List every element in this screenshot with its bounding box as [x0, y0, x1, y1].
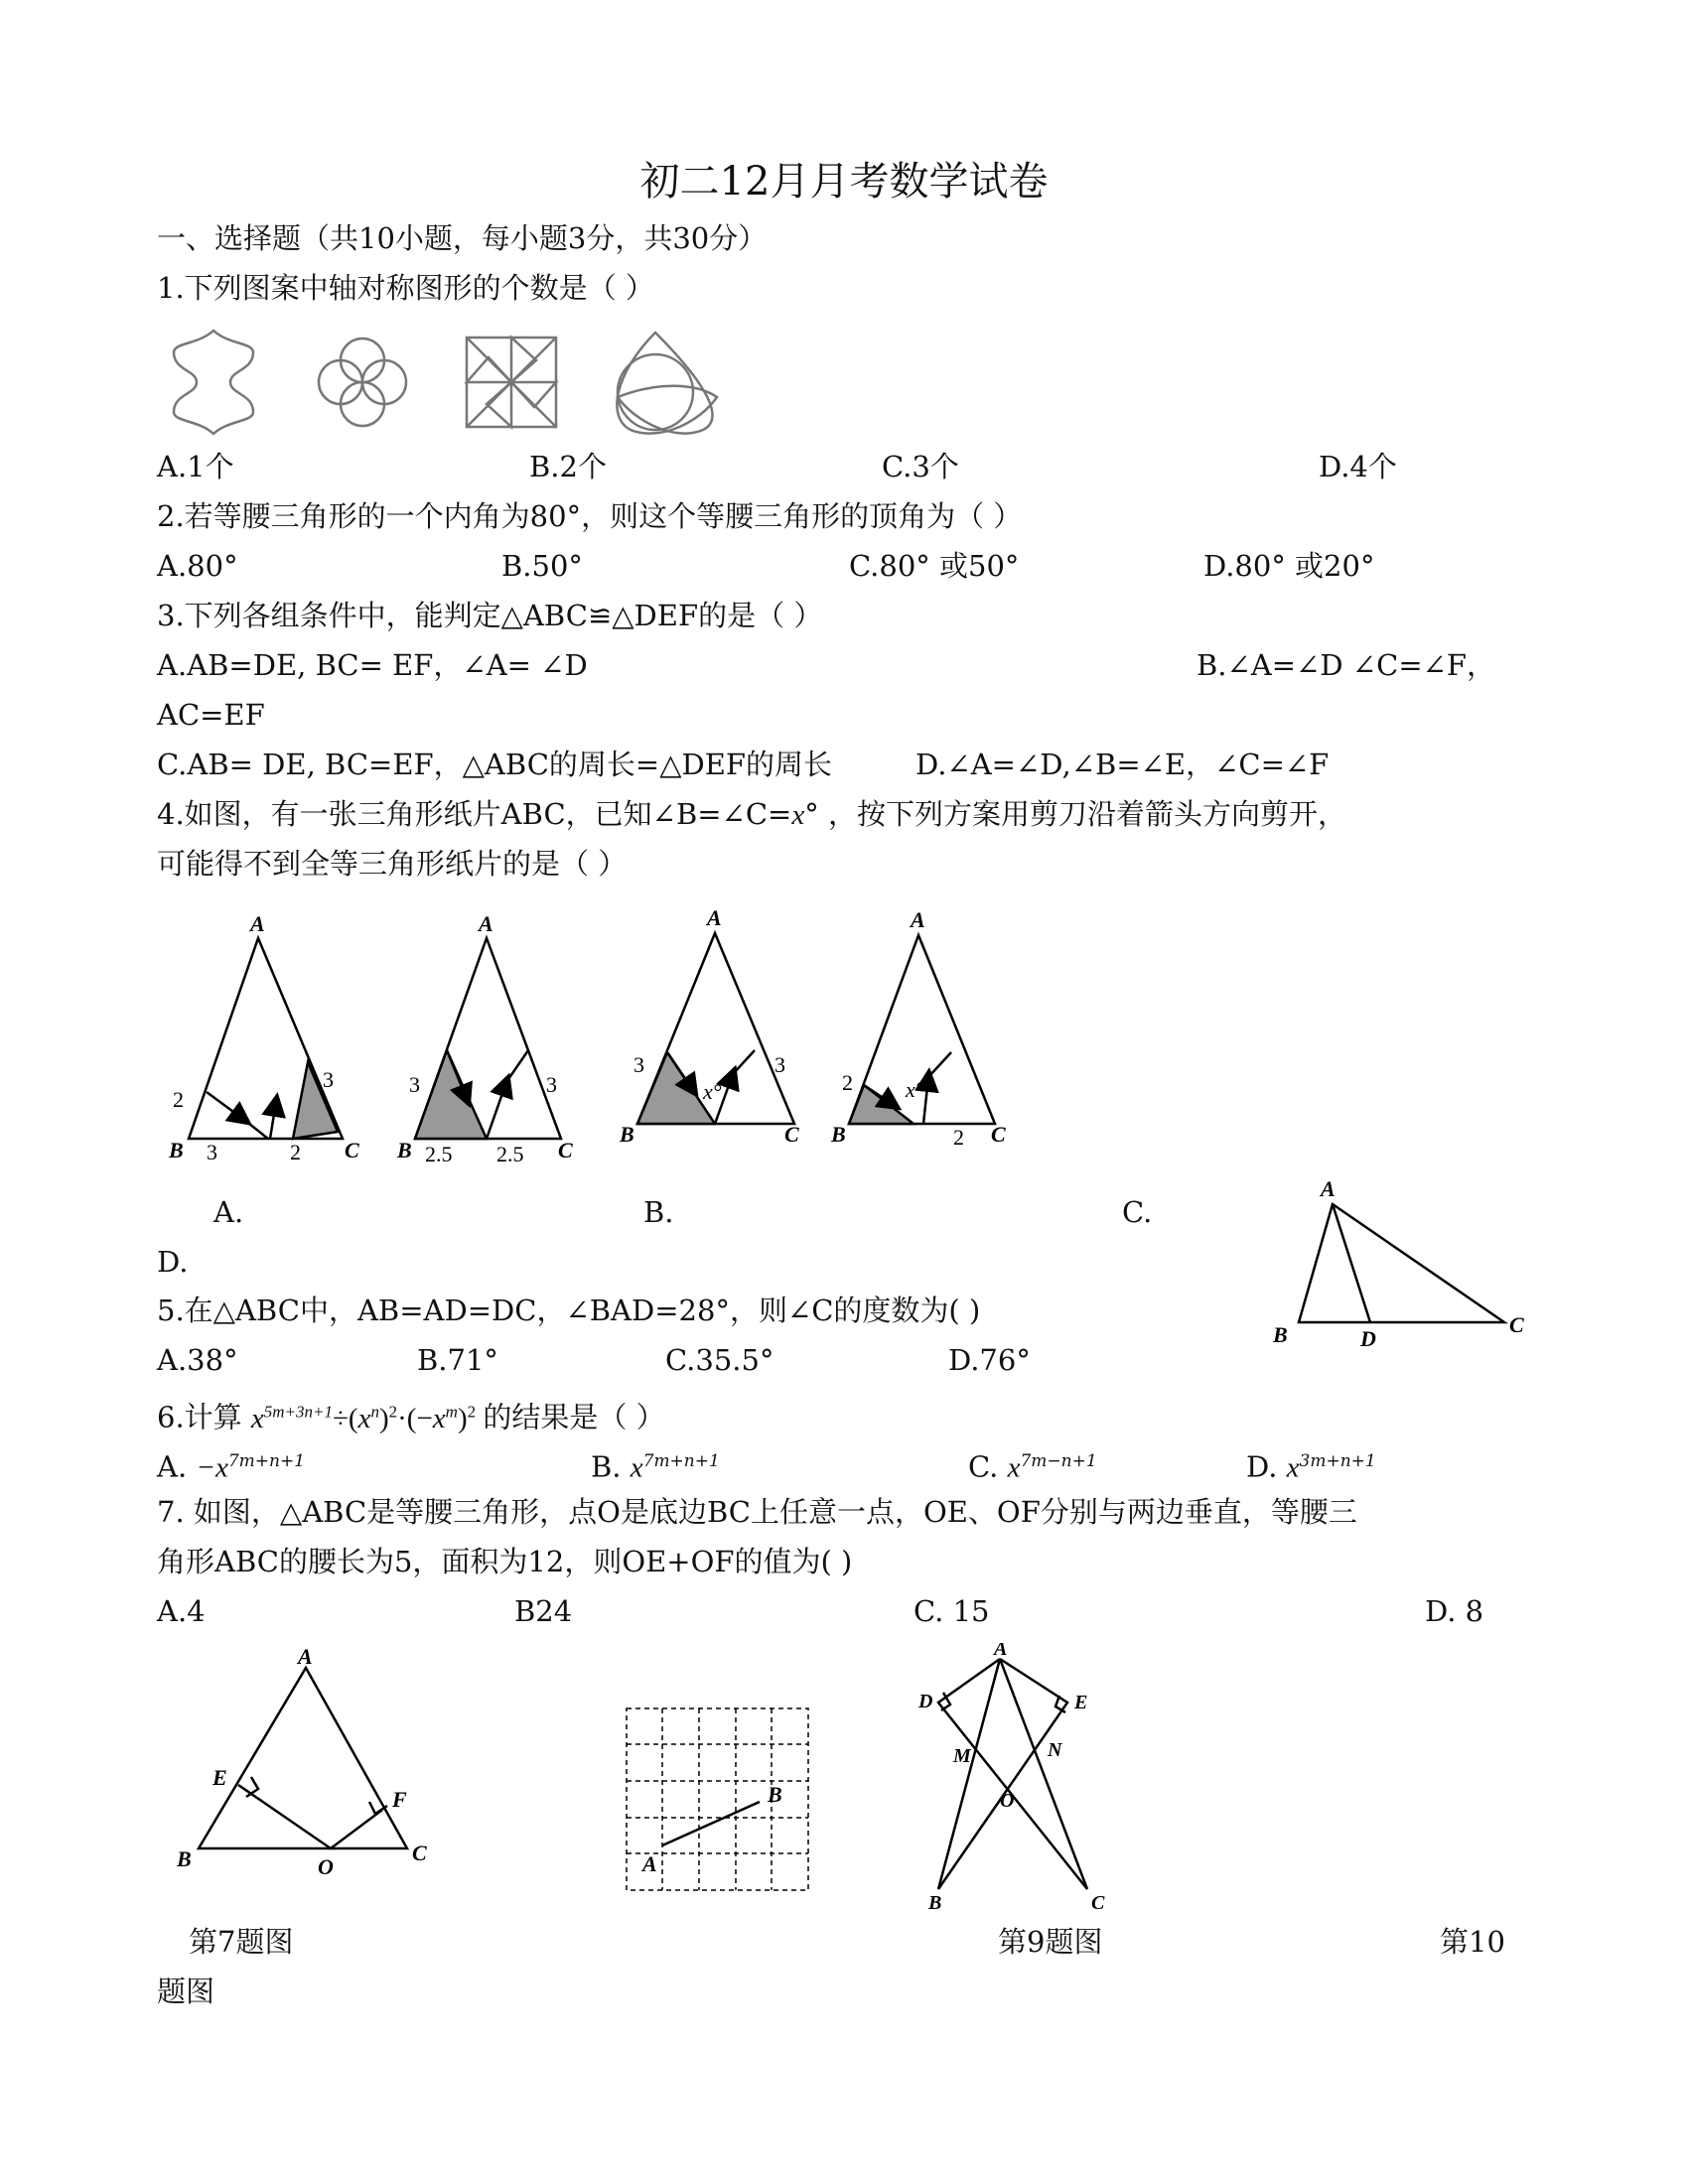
q10-figure — [909, 1643, 1137, 1920]
q1-option-d: D.4个 — [1319, 450, 1397, 483]
svg-text:B: B — [397, 1138, 412, 1162]
q7-stem-line1: 7. 如图，△ABC是等腰三角形，点O是底边BC上任意一点，OE、OF分别与两边垂直，等腰三 — [157, 1495, 1357, 1529]
q5-option-b: B.71° — [417, 1343, 498, 1377]
svg-text:B: B — [177, 1846, 192, 1871]
svg-text:D: D — [1360, 1326, 1376, 1350]
q1-option-c: C.3个 — [882, 450, 959, 483]
q5-option-c: C.35.5° — [665, 1343, 774, 1377]
svg-text:A: A — [479, 911, 493, 936]
svg-text:C: C — [1091, 1892, 1105, 1914]
svg-text:N: N — [1048, 1739, 1062, 1761]
q6-option-a: A. $-x^{7m+n+1}$ — [157, 1449, 306, 1484]
q2-option-b: B.50° — [501, 549, 583, 583]
q6-stem: 6.计算 $x^{5m+3n+1}\div(x^n)^2\cdot(-x^m)^2$ 的结果是（ ） — [157, 1400, 665, 1434]
svg-text:B: B — [831, 1122, 846, 1147]
svg-text:B: B — [768, 1782, 782, 1807]
q3-option-a: A.AB=DE, BC= EF，∠A= ∠D — [157, 648, 588, 682]
q1-stem: 1.下列图案中轴对称图形的个数是（ ） — [157, 271, 654, 305]
svg-text:O: O — [1000, 1790, 1015, 1812]
q7-option-c: C. 15 — [914, 1594, 990, 1628]
caption-q7: 第7题图 — [189, 1925, 294, 1959]
svg-text:B: B — [1273, 1322, 1288, 1347]
svg-text:2.5: 2.5 — [496, 1142, 524, 1166]
q4-option-b: B. — [643, 1195, 674, 1229]
svg-text:A: A — [911, 907, 925, 932]
caption-q10: 第10 — [1440, 1925, 1505, 1959]
svg-text:F: F — [392, 1787, 407, 1812]
q4-figures — [159, 903, 1033, 1175]
q2-option-a: A.80° — [157, 549, 238, 583]
svg-text:2: 2 — [173, 1087, 184, 1112]
svg-text:A: A — [298, 1648, 313, 1669]
svg-text:B: B — [169, 1138, 184, 1162]
q6-option-b: B. $x^{7m+n+1}$ — [591, 1449, 720, 1484]
q5-option-a: A.38° — [157, 1343, 238, 1377]
svg-text:2.5: 2.5 — [425, 1142, 453, 1166]
svg-text:x°: x° — [906, 1077, 924, 1102]
symmetric-pattern-1 — [174, 331, 253, 434]
q4-option-d: D. — [157, 1245, 189, 1279]
caption-q9: 第9题图 — [998, 1925, 1103, 1959]
svg-text:A: A — [707, 905, 722, 930]
svg-text:3: 3 — [207, 1140, 217, 1164]
svg-text:2: 2 — [842, 1070, 853, 1095]
svg-text:C: C — [784, 1122, 799, 1147]
section-heading: 一、选择题（共10小题，每小题3分，共30分） — [157, 221, 768, 255]
q5-option-d: D.76° — [948, 1343, 1031, 1377]
svg-text:D: D — [918, 1691, 933, 1712]
q2-option-c: C.80° 或50° — [849, 549, 1020, 583]
triquetra-pattern — [617, 333, 717, 434]
svg-text:B: B — [928, 1892, 942, 1914]
svg-text:3: 3 — [409, 1072, 420, 1097]
q4-stem-line2: 可能得不到全等三角形纸片的是（ ） — [157, 847, 628, 881]
q5-stem: 5.在△ABC中，AB=AD=DC，∠BAD=28°，则∠C的度数为( ) — [157, 1294, 981, 1327]
svg-text:A: A — [250, 911, 265, 936]
q7-option-b: B24 — [514, 1594, 573, 1628]
q4-stem-line1: 4.如图，有一张三角形纸片ABC，已知∠B=∠C=x° ，按下列方案用剪刀沿着箭头方向剪开， — [157, 797, 1346, 831]
q2-stem: 2.若等腰三角形的一个内角为80°，则这个等腰三角形的顶角为（ ） — [157, 499, 1023, 533]
svg-text:3: 3 — [774, 1052, 785, 1077]
svg-text:3: 3 — [323, 1067, 334, 1092]
page-title: 初二12月月考数学试卷 — [639, 159, 1049, 205]
q3-stem: 3.下列各组条件中，能判定△ABC≌△DEF的是（ ） — [157, 599, 823, 632]
pinwheel-pattern — [467, 338, 556, 427]
svg-text:2: 2 — [953, 1125, 964, 1150]
svg-text:C: C — [991, 1122, 1006, 1147]
q4-option-c: C. — [1122, 1195, 1153, 1229]
svg-text:x°: x° — [703, 1079, 722, 1104]
svg-text:3: 3 — [546, 1072, 557, 1097]
q6-option-c: C. $x^{7m-n+1}$ — [968, 1449, 1097, 1484]
svg-text:C: C — [1509, 1312, 1524, 1337]
svg-text:A: A — [1321, 1176, 1336, 1201]
q7-stem-line2: 角形ABC的腰长为5，面积为12，则OE+OF的值为( ) — [157, 1545, 853, 1578]
svg-text:E: E — [212, 1765, 227, 1790]
q3-option-c: C.AB= DE, BC=EF，△ABC的周长=△DEF的周长 — [157, 748, 833, 781]
q1-figures — [159, 323, 735, 446]
q6-option-d: D. $x^{3m+n+1}$ — [1246, 1449, 1376, 1484]
q6-expression: $x^{5m+3n+1}\div(x^n)^2\cdot(-x^m)^2$ — [250, 1402, 477, 1434]
svg-text:2: 2 — [290, 1140, 301, 1164]
q4-option-a: A. — [213, 1195, 244, 1229]
q3-option-b: B.∠A=∠D ∠C=∠F， — [1196, 648, 1496, 682]
svg-text:A: A — [994, 1643, 1008, 1660]
svg-text:C: C — [558, 1138, 573, 1162]
svg-text:C: C — [345, 1138, 359, 1162]
symmetric-pattern-2 — [319, 339, 406, 426]
svg-text:B: B — [620, 1122, 634, 1147]
q5-figure — [1261, 1171, 1539, 1354]
q2-option-d: D.80° 或20° — [1203, 549, 1375, 583]
svg-text:E: E — [1074, 1692, 1088, 1713]
q3-option-b-cont: AC=EF — [157, 698, 265, 732]
q7-figure — [169, 1648, 447, 1890]
q1-option-a: A.1个 — [157, 450, 234, 483]
svg-text:C: C — [412, 1841, 427, 1865]
svg-text:A: A — [642, 1851, 657, 1876]
svg-text:3: 3 — [633, 1052, 644, 1077]
q7-option-a: A.4 — [157, 1594, 206, 1628]
q7-option-d: D. 8 — [1425, 1594, 1484, 1628]
q1-option-b: B.2个 — [529, 450, 607, 483]
svg-text:M: M — [953, 1745, 971, 1767]
caption-q10-cont: 题图 — [157, 1975, 215, 2008]
q3-option-d: D.∠A=∠D,∠B=∠E，∠C=∠F — [915, 748, 1330, 781]
q9-figure — [621, 1703, 819, 1900]
svg-text:O: O — [318, 1854, 334, 1879]
